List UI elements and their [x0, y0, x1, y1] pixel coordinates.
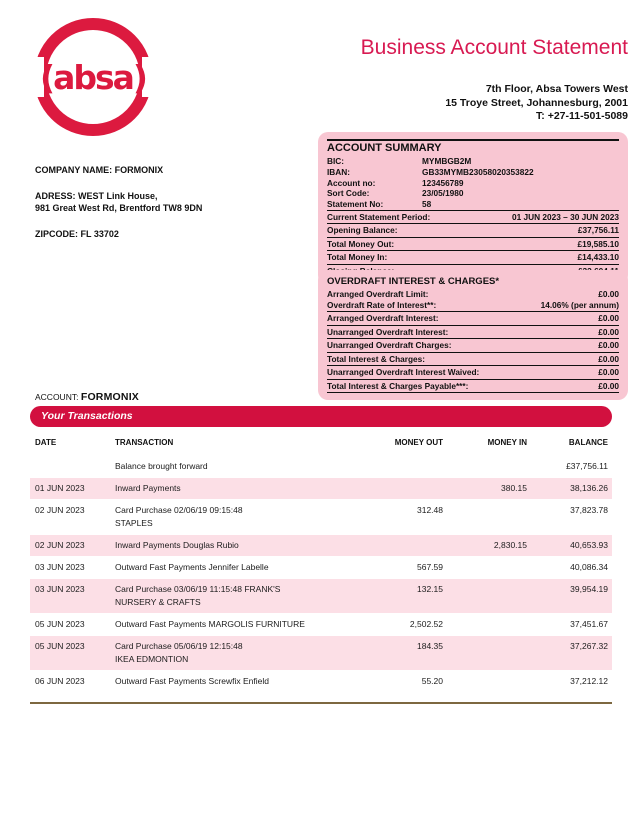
- transaction-date: 05 JUN 2023: [35, 641, 85, 651]
- transaction-date: 01 JUN 2023: [35, 483, 85, 493]
- account-summary-title: ACCOUNT SUMMARY: [327, 142, 442, 154]
- transaction-description-line-1: Outward Fast Payments MARGOLIS FURNITURE: [115, 619, 305, 629]
- transaction-description: [115, 619, 365, 630]
- lined-row: [327, 223, 619, 237]
- col-header-date: DATE: [35, 438, 57, 447]
- transaction-description-line-2: IKEA EDMONTION: [115, 654, 189, 664]
- transaction-description-line-2: STAPLES: [115, 518, 153, 528]
- account-summary-box: [318, 132, 628, 285]
- row-label: Statement No:: [327, 199, 384, 210]
- company-name-line: COMPANY NAME: FORMONIX: [35, 165, 164, 175]
- lined-row: [327, 379, 619, 394]
- row-value: £0.00: [598, 340, 619, 350]
- transaction-row: [30, 671, 612, 692]
- transaction-date: 03 JUN 2023: [35, 584, 85, 594]
- row-label: IBAN:: [327, 166, 351, 177]
- row-value: MYMBGB2M: [422, 156, 472, 166]
- transaction-description: [115, 676, 365, 687]
- account-label: ACCOUNT:: [35, 392, 79, 402]
- transactions-banner: Your Transactions: [30, 406, 612, 427]
- transaction-row: [30, 456, 612, 477]
- company-zipcode-line: ZIPCODE: FL 33702: [35, 229, 119, 239]
- row-value: 123456789: [422, 177, 464, 188]
- row-label: BIC:: [327, 156, 345, 166]
- row-value: GB33MYMB23058020353822: [422, 166, 534, 177]
- row-label: Arranged Overdraft Limit:: [327, 288, 429, 299]
- row-label: Total Money Out:: [327, 238, 395, 249]
- transaction-balance: 37,267.32: [570, 641, 608, 651]
- summary-info-row: [327, 178, 619, 189]
- row-value: 58: [422, 199, 432, 210]
- transaction-date: [35, 461, 115, 472]
- transaction-description-line-1: Outward Fast Payments Screwfix Enfield: [115, 676, 270, 686]
- transaction-description: [115, 584, 365, 608]
- overdraft-lined-rows: [327, 311, 619, 393]
- transaction-money-out: 132.15: [417, 584, 443, 594]
- row-value: £19,585.10: [577, 238, 619, 249]
- transactions-header-row: [30, 431, 612, 456]
- row-label: Unarranged Overdraft Charges:: [327, 340, 452, 350]
- company-address-line-1: ADRESS: WEST Link House,: [35, 191, 158, 201]
- transaction-money-out: 184.35: [417, 641, 443, 651]
- lined-row: [327, 325, 619, 339]
- row-label: Arranged Overdraft Interest:: [327, 313, 439, 323]
- transaction-money-in: [443, 584, 527, 608]
- transaction-row: [30, 579, 612, 613]
- transaction-description-line-2: NURSERY & CRAFTS: [115, 597, 201, 607]
- transaction-money-out: 55.20: [421, 676, 443, 686]
- row-value: £0.00: [598, 313, 619, 323]
- row-label: Unarranged Overdraft Interest:: [327, 326, 449, 337]
- row-label: Current Statement Period:: [327, 211, 431, 222]
- plain-row: [327, 300, 619, 312]
- transaction-date: 05 JUN 2023: [35, 619, 85, 629]
- col-header-money-in: MONEY IN: [487, 438, 527, 447]
- transactions-table: [30, 431, 612, 704]
- transaction-description: [115, 483, 365, 494]
- lined-row: [327, 365, 619, 379]
- row-value: £0.00: [598, 380, 619, 391]
- transaction-description: [115, 641, 365, 665]
- transaction-date: 06 JUN 2023: [35, 676, 85, 686]
- row-label: Account no:: [327, 177, 376, 188]
- lined-row: [327, 338, 619, 352]
- transaction-description-line-1: Inward Payments: [115, 483, 181, 493]
- transaction-description: [115, 562, 365, 573]
- lined-row: [327, 311, 619, 325]
- transaction-description: [115, 461, 365, 472]
- row-label: Total Interest & Charges Payable***:: [327, 380, 469, 391]
- transaction-row: [30, 614, 612, 635]
- transaction-money-out: 312.48: [417, 505, 443, 515]
- transaction-row: [30, 535, 612, 556]
- transaction-description: [115, 505, 365, 529]
- transaction-row: [30, 478, 612, 499]
- transaction-money-in: [443, 562, 527, 573]
- transaction-money-out: 567.59: [417, 562, 443, 572]
- lined-row: [327, 352, 619, 366]
- transaction-money-in: [443, 461, 527, 472]
- box-top-rule: [327, 139, 619, 141]
- transaction-balance: 39,954.19: [570, 584, 608, 594]
- row-value: 14.06% (per annum): [540, 300, 619, 310]
- row-label: Opening Balance:: [327, 225, 398, 236]
- transaction-description-line-1: Card Purchase 05/06/19 12:15:48: [115, 641, 243, 651]
- plain-row: [327, 288, 619, 300]
- transaction-balance: 37,823.78: [570, 505, 608, 515]
- spacer: [35, 214, 202, 228]
- transaction-money-in: 380.15: [501, 483, 527, 493]
- transactions-body: [30, 456, 612, 704]
- transaction-description-line-1: Card Purchase 03/06/19 11:15:48 FRANK'S: [115, 584, 281, 594]
- transaction-description-line-1: Card Purchase 02/06/19 09:15:48: [115, 505, 243, 515]
- transaction-balance: 37,212.12: [570, 676, 608, 686]
- page-title: Business Account Statement: [360, 36, 628, 59]
- account-value: FORMONIX: [80, 391, 140, 403]
- transaction-description-line-1: Inward Payments Douglas Rubio: [115, 540, 239, 550]
- account-summary-balance-rows: [327, 210, 619, 279]
- transaction-balance: 38,136.26: [570, 483, 608, 493]
- row-value: £0.00: [598, 367, 619, 377]
- bank-address-line-2: 15 Troye Street, Johannesburg, 2001: [445, 96, 628, 109]
- bank-address-line-1: 7th Floor, Absa Towers West: [485, 83, 628, 95]
- row-label: Sort Code:: [327, 188, 370, 199]
- transaction-description-line-1: Balance brought forward: [115, 461, 208, 471]
- summary-info-row: [327, 167, 619, 178]
- row-value: £0.00: [598, 288, 619, 299]
- transaction-money-in: [443, 505, 527, 529]
- row-label: Unarranged Overdraft Interest Waived:: [327, 367, 480, 377]
- overdraft-title: OVERDRAFT INTEREST & CHARGES*: [327, 276, 500, 287]
- transaction-balance: 40,086.34: [570, 562, 608, 572]
- account-name-line: [35, 391, 139, 403]
- col-header-money-out: MONEY OUT: [394, 438, 443, 447]
- summary-info-row: [327, 188, 619, 199]
- transaction-row: [30, 557, 612, 578]
- absa-logo: [28, 16, 158, 140]
- bank-address-block: [445, 83, 628, 124]
- transaction-money-in: [443, 676, 527, 687]
- transaction-money-out: [365, 461, 443, 472]
- row-value: 23/05/1980: [422, 188, 464, 199]
- lined-row: [327, 210, 619, 224]
- lined-row: [327, 250, 619, 264]
- company-info-block: [35, 164, 202, 240]
- spacer: [35, 176, 202, 190]
- transaction-date: 02 JUN 2023: [35, 540, 85, 550]
- transaction-money-out: 2,502.52: [409, 619, 443, 629]
- transaction-date: 03 JUN 2023: [35, 562, 85, 572]
- overdraft-box: [318, 270, 628, 400]
- transaction-money-out: [365, 540, 443, 551]
- transaction-balance: 40,653.93: [570, 540, 608, 550]
- row-value: 01 JUN 2023 – 30 JUN 2023: [511, 211, 619, 222]
- col-header-balance: BALANCE: [568, 438, 608, 447]
- row-value: £0.00: [598, 353, 619, 364]
- transaction-balance: £37,756.11: [566, 461, 608, 471]
- transaction-balance: 37,451.67: [570, 619, 608, 629]
- absa-logo-text: (absa): [40, 58, 146, 97]
- row-label: Overdraft Rate of Interest**:: [327, 300, 437, 310]
- lined-row: [327, 237, 619, 251]
- transaction-money-in: [443, 619, 527, 630]
- bank-phone-line: T: +27-11-501-5089: [536, 110, 628, 122]
- transaction-description: [115, 540, 365, 551]
- row-value: £0.00: [598, 326, 619, 337]
- summary-info-row: [327, 199, 619, 210]
- row-label: Total Interest & Charges:: [327, 353, 426, 364]
- transaction-money-out: [365, 483, 443, 494]
- transaction-row: [30, 500, 612, 534]
- row-value: £37,756.11: [577, 225, 619, 236]
- transaction-money-in: [443, 641, 527, 665]
- account-summary-info-rows: [327, 156, 619, 210]
- transaction-row: [30, 636, 612, 670]
- transaction-date: 02 JUN 2023: [35, 505, 85, 515]
- company-address-line-2: 981 Great West Rd, Brentford TW8 9DN: [35, 203, 203, 213]
- row-value: £14,433.10: [577, 252, 619, 263]
- summary-info-row: [327, 156, 619, 167]
- overdraft-plain-rows: [327, 288, 619, 311]
- col-header-transaction: TRANSACTION: [115, 438, 174, 447]
- transaction-money-in: 2,830.15: [493, 540, 527, 550]
- transaction-description-line-1: Outward Fast Payments Jennifer Labelle: [115, 562, 269, 572]
- row-label: Total Money In:: [327, 252, 388, 263]
